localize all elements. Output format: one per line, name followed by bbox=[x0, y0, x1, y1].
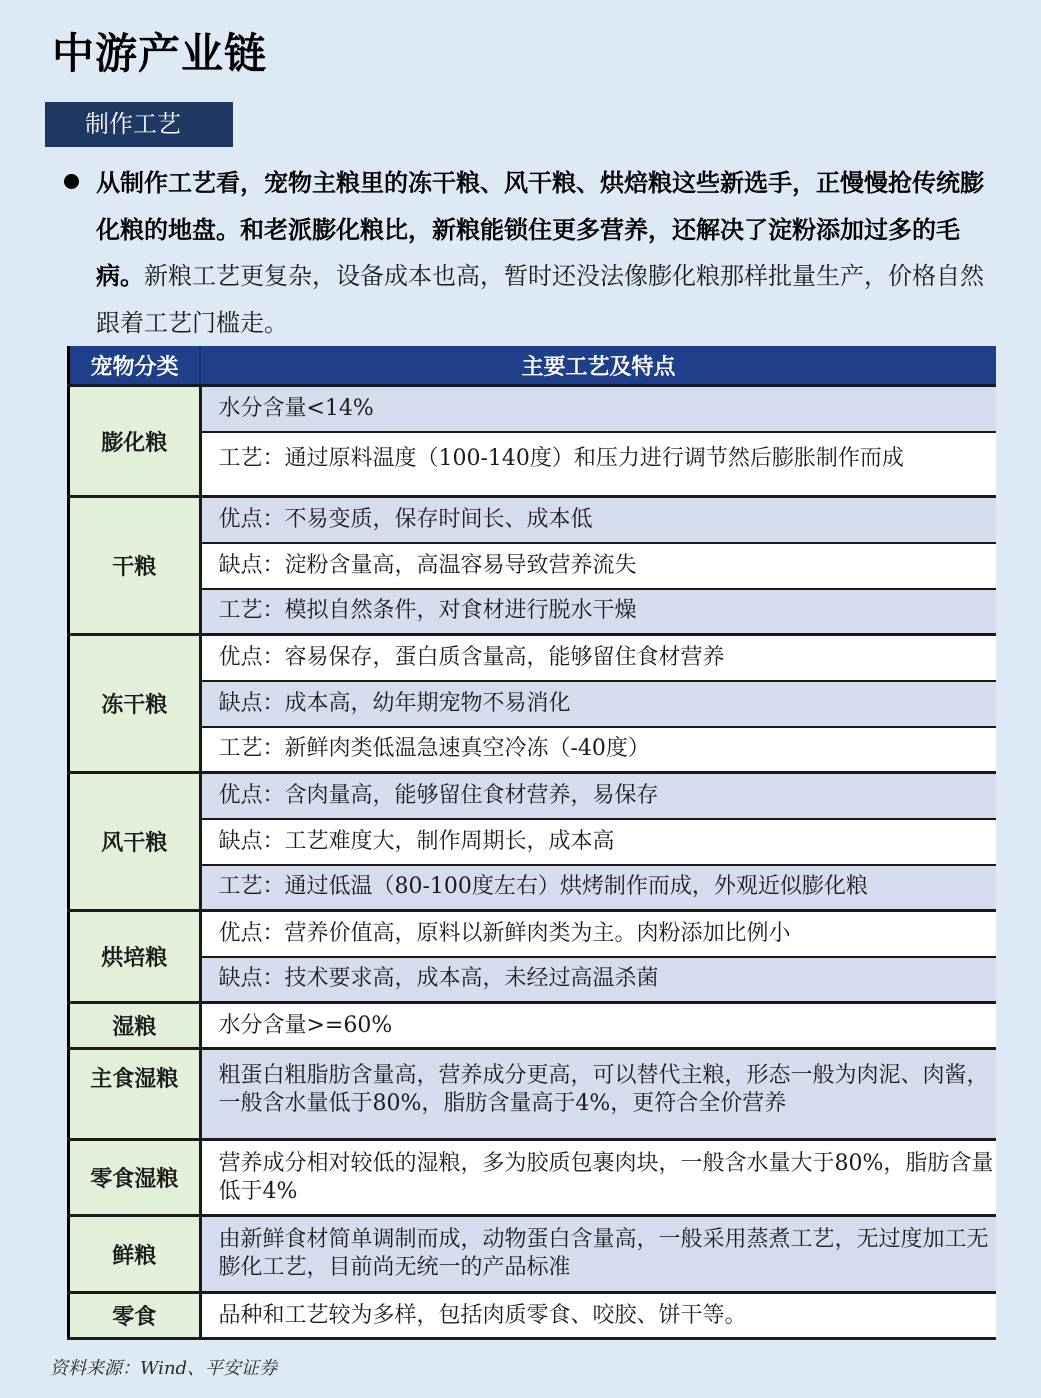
feature-cell: 由新鲜食材简单调制而成，动物蛋白含量高，一般采用蒸煮工艺，无过度加工无膨化工艺，目前尚无统一的产品标准 bbox=[200, 1216, 996, 1293]
category-cell: 烘培粮 bbox=[69, 911, 201, 1003]
table-row bbox=[69, 681, 997, 727]
feature-cell: 粗蛋白粗脂肪含量高，营养成分更高，可以替代主粮，形态一般为肉泥、肉酱，一般含水量低于80%，脂肪含量高于4%，更符合全价营养 bbox=[200, 1049, 996, 1140]
feature-cell: 优点：营养价值高，原料以新鲜肉类为主。肉粉添加比例小 bbox=[200, 911, 996, 957]
category-cell: 零食 bbox=[69, 1293, 201, 1339]
table-row bbox=[69, 819, 997, 865]
table-row bbox=[69, 865, 997, 911]
table-row bbox=[69, 1293, 997, 1339]
table-row bbox=[69, 773, 997, 819]
source-note: 资料来源：Wind、平安证券 bbox=[50, 1358, 278, 1379]
category-cell: 冻干粮 bbox=[69, 635, 201, 773]
feature-cell: 优点：容易保存，蛋白质含量高，能够留住食材营养 bbox=[200, 635, 996, 681]
bullet-bold-text: 从制作工艺看，宠物主粮里的冻干粮、风干粮、烘焙粮这些新选手，正慢慢抢传统膨化粮的地盘。和老派膨化粮比，新粮能锁住更多营养，还解决了淀粉添加过多的毛病。 bbox=[96, 168, 984, 290]
table-header-row bbox=[69, 346, 997, 386]
feature-cell: 工艺：模拟自然条件，对食材进行脱水干燥 bbox=[200, 589, 996, 635]
feature-cell: 工艺：新鲜肉类低温急速真空冷冻（-40度） bbox=[200, 727, 996, 773]
table-row bbox=[69, 543, 997, 589]
feature-cell: 优点：含肉量高，能够留住食材营养，易保存 bbox=[200, 773, 996, 819]
feature-cell: 水分含量>=60% bbox=[200, 1003, 996, 1049]
feature-cell: 缺点：成本高，幼年期宠物不易消化 bbox=[200, 681, 996, 727]
table-row bbox=[69, 1140, 997, 1216]
bullet-dot-icon bbox=[64, 174, 79, 189]
feature-cell: 缺点：淀粉含量高，高温容易导致营养流失 bbox=[200, 543, 996, 589]
category-cell: 鲜粮 bbox=[69, 1216, 201, 1293]
feature-cell: 缺点：工艺难度大，制作周期长，成本高 bbox=[200, 819, 996, 865]
bullet-normal-text: 新粮工艺更复杂，设备成本也高，暂时还没法像膨化粮那样批量生产，价格自然跟着工艺门槛走。 bbox=[96, 262, 984, 337]
header-category: 宠物分类 bbox=[69, 346, 201, 386]
table-row bbox=[69, 432, 997, 497]
feature-cell: 水分含量<14% bbox=[200, 386, 996, 432]
category-cell: 干粮 bbox=[69, 497, 201, 635]
page-title: 中游产业链 bbox=[52, 29, 268, 78]
feature-cell: 工艺：通过原料温度（100-140度）和压力进行调节然后膨胀制作而成 bbox=[200, 432, 996, 497]
feature-cell: 优点：不易变质，保存时间长、成本低 bbox=[200, 497, 996, 543]
feature-cell: 缺点：技术要求高，成本高，未经过高温杀菌 bbox=[200, 957, 996, 1003]
table-row bbox=[69, 727, 997, 773]
table-row bbox=[69, 1216, 997, 1293]
category-cell: 湿粮 bbox=[69, 1003, 201, 1049]
feature-cell: 营养成分相对较低的湿粮，多为胶质包裹肉块，一般含水量大于80%，脂肪含量低于4% bbox=[200, 1140, 996, 1216]
header-features: 主要工艺及特点 bbox=[200, 346, 996, 386]
category-cell: 风干粮 bbox=[69, 773, 201, 911]
feature-cell: 品种和工艺较为多样，包括肉质零食、咬胶、饼干等。 bbox=[200, 1293, 996, 1339]
table-row bbox=[69, 1003, 997, 1049]
table-row bbox=[69, 386, 997, 432]
table-row bbox=[69, 957, 997, 1003]
table-row bbox=[69, 589, 997, 635]
table-row bbox=[69, 635, 997, 681]
table-row bbox=[69, 1049, 997, 1140]
bullet-paragraph bbox=[96, 160, 1006, 346]
category-cell: 主食湿粮 bbox=[69, 1049, 201, 1140]
category-cell: 膨化粮 bbox=[69, 386, 201, 497]
table-row bbox=[69, 497, 997, 543]
section-tag: 制作工艺 bbox=[45, 102, 233, 147]
process-table bbox=[67, 346, 996, 1340]
category-cell: 零食湿粮 bbox=[69, 1140, 201, 1216]
feature-cell: 工艺：通过低温（80-100度左右）烘烤制作而成，外观近似膨化粮 bbox=[200, 865, 996, 911]
table-row bbox=[69, 911, 997, 957]
